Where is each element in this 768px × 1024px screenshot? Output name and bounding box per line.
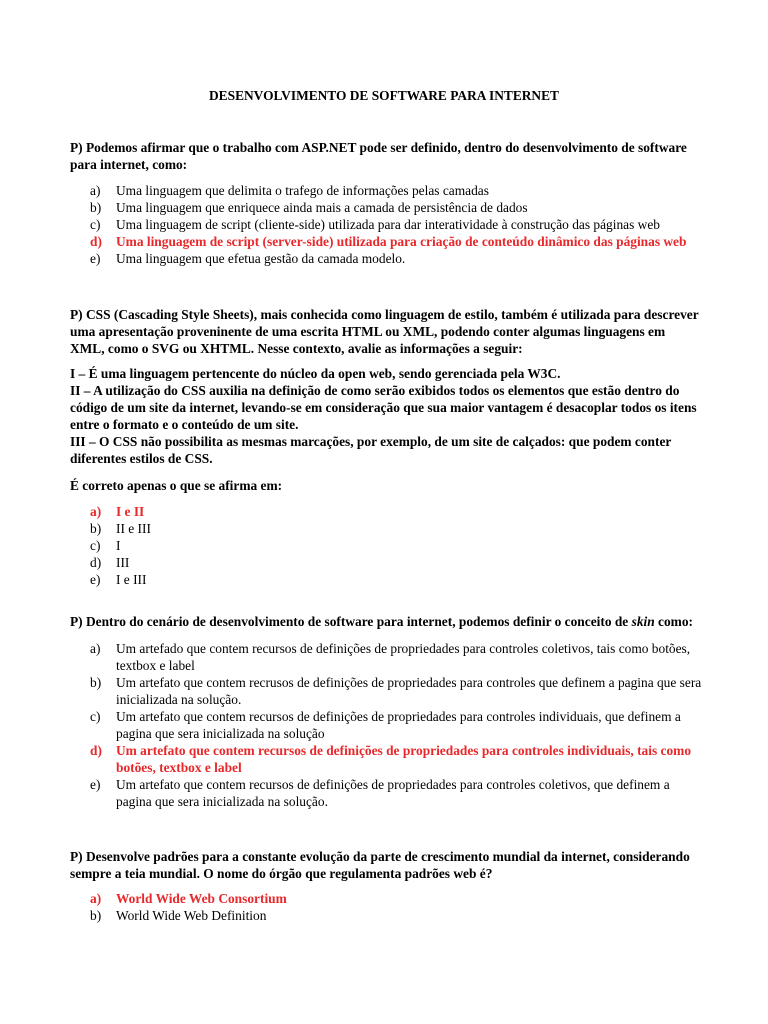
prompt-text: P) Dentro do cenário de desenvolvimento de software para internet, podemos definir o conceito de bbox=[70, 614, 632, 629]
option-a bbox=[70, 182, 702, 199]
prompt-text-end: como: bbox=[654, 614, 693, 629]
option-a-correct bbox=[70, 890, 702, 907]
option-text: Uma linguagem de script (cliente-side) utilizada para dar interatividade à construção das páginas web bbox=[116, 217, 660, 232]
question-2 bbox=[70, 306, 702, 588]
option-e bbox=[70, 776, 702, 810]
option-letter: b) bbox=[90, 521, 102, 536]
option-c bbox=[70, 537, 702, 554]
option-text: Uma linguagem que delimita o trafego de informações pelas camadas bbox=[116, 183, 489, 198]
question-1 bbox=[70, 139, 702, 267]
statement-1: I – É uma linguagem pertencente do núcleo da open web, sendo gerenciada pela W3C. bbox=[70, 366, 561, 381]
statement-2: II – A utilização do CSS auxilia na definição de como serão exibidos todos os elementos que estão dentro do código de um site da internet, levando-se em consideração que sua maior vantagem é desacoplar todos os itens entre o formato e o conteúdo de um site. bbox=[70, 383, 697, 432]
prompt-emphasis: skin bbox=[631, 614, 655, 629]
option-text: Um artefato que contem recursos de definições de propriedades para controles coletivos, que definem a pagina que sera inicializada na solução. bbox=[116, 777, 670, 809]
question-1-options bbox=[70, 182, 702, 267]
option-b bbox=[70, 520, 702, 537]
option-letter: c) bbox=[90, 217, 101, 232]
option-text: Um artefato que contem recrusos de definições de propriedades para controles que definem a pagina que sera inicializada na solução. bbox=[116, 675, 702, 707]
option-letter: a) bbox=[90, 183, 101, 198]
option-text: World Wide Web Definition bbox=[116, 908, 267, 923]
option-b bbox=[70, 674, 702, 708]
statement-3: III – O CSS não possibilita as mesmas marcações, por exemplo, de um site de calçados: que podem conter diferentes estilos de CSS. bbox=[70, 434, 672, 466]
option-e bbox=[70, 571, 702, 588]
option-text: I e III bbox=[116, 572, 147, 587]
option-letter: b) bbox=[90, 675, 102, 690]
option-text: I bbox=[116, 538, 121, 553]
option-letter: e) bbox=[90, 777, 101, 792]
option-letter: e) bbox=[90, 251, 101, 266]
option-b bbox=[70, 907, 702, 924]
option-b bbox=[70, 199, 702, 216]
option-letter: b) bbox=[90, 908, 102, 923]
question-4-options bbox=[70, 890, 702, 924]
option-e bbox=[70, 250, 702, 267]
question-4 bbox=[70, 848, 702, 924]
option-letter: a) bbox=[90, 641, 101, 656]
option-text: Uma linguagem de script (server-side) utilizada para criação de conteúdo dinâmico das páginas web bbox=[116, 234, 687, 249]
question-3-prompt bbox=[70, 613, 702, 630]
question-3-options bbox=[70, 640, 702, 810]
option-letter: c) bbox=[90, 709, 101, 724]
option-letter: a) bbox=[90, 891, 102, 906]
option-text: I e II bbox=[116, 504, 145, 519]
option-text: Uma linguagem que enriquece ainda mais a camada de persistência de dados bbox=[116, 200, 528, 215]
option-c bbox=[70, 216, 702, 233]
question-3 bbox=[70, 613, 702, 810]
option-a-correct bbox=[70, 503, 702, 520]
question-1-prompt: P) Podemos afirmar que o trabalho com ASP.NET pode ser definido, dentro do desenvolvimento de software para internet, como: bbox=[70, 140, 687, 172]
option-letter: d) bbox=[90, 555, 102, 570]
question-2-prompt: P) CSS (Cascading Style Sheets), mais conhecida como linguagem de estilo, também é utilizada para descrever uma apresentação proveninente de uma escrita HTML ou XML, podendo conter algumas linguagens em XML, como o SVG ou XHTML. Nesse contexto, avalie as informações a seguir: bbox=[70, 307, 699, 356]
option-letter: d) bbox=[90, 234, 102, 249]
option-d bbox=[70, 554, 702, 571]
option-letter: c) bbox=[90, 538, 101, 553]
option-text: Um artefado que contem recursos de definições de propriedades para controles coletivos, tais como botões, textbox e label bbox=[116, 641, 691, 673]
option-text: Uma linguagem que efetua gestão da camada modelo. bbox=[116, 251, 406, 266]
option-letter: b) bbox=[90, 200, 102, 215]
document-title: DESENVOLVIMENTO DE SOFTWARE PARA INTERNET bbox=[209, 88, 559, 103]
option-text: Um artefato que contem recursos de definições de propriedades para controles individuais, tais como botões, textbox e label bbox=[116, 743, 692, 775]
option-c bbox=[70, 708, 702, 742]
option-text: III bbox=[116, 555, 130, 570]
option-letter: a) bbox=[90, 504, 102, 519]
option-d-correct bbox=[70, 742, 702, 776]
question-2-options bbox=[70, 503, 702, 588]
option-text: World Wide Web Consortium bbox=[116, 891, 287, 906]
option-letter: e) bbox=[90, 572, 101, 587]
option-a bbox=[70, 640, 702, 674]
option-text: II e III bbox=[116, 521, 151, 536]
question-4-prompt: P) Desenvolve padrões para a constante evolução da parte de crescimento mundial da internet, considerando sempre a teia mundial. O nome do órgão que regulamenta padrões web é? bbox=[70, 849, 690, 881]
question-2-ask: É correto apenas o que se afirma em: bbox=[70, 478, 283, 493]
option-d-correct bbox=[70, 233, 702, 250]
option-letter: d) bbox=[90, 743, 102, 758]
option-text: Um artefato que contem recursos de definições de propriedades para controles individuais, que definem a pagina que sera inicializada na solução bbox=[116, 709, 681, 741]
